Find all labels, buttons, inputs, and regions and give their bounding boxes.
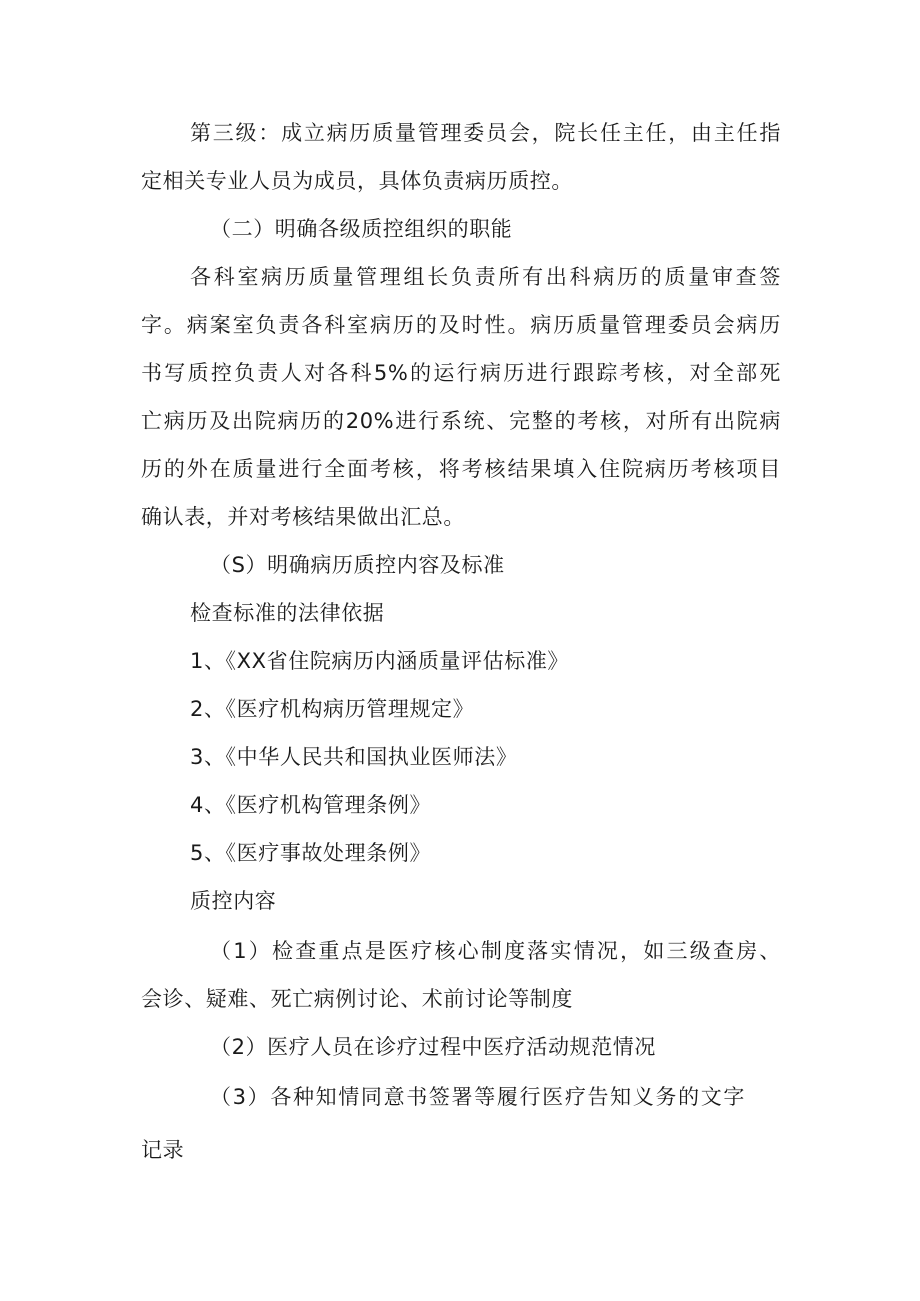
- subheading: 检查标准的法律依据: [190, 601, 385, 625]
- paragraph-line: 确认表，并对考核结果做出汇总。: [141, 505, 465, 529]
- paragraph-line: 字。病案室负责各科室病历的及时性。病历质量管理委员会病历: [141, 313, 781, 337]
- paragraph-line: 会诊、疑难、死亡病例讨论、术前讨论等制度: [141, 987, 573, 1011]
- subheading: 质控内容: [190, 889, 277, 913]
- paragraph-line: 记录: [141, 1138, 185, 1162]
- list-item: 5、《医疗事故处理条例》: [190, 841, 432, 865]
- paragraph-line: 各科室病历质量管理组长负责所有出科病历的质量审查签: [190, 265, 781, 289]
- paragraph-line: 定相关专业人员为成员，具体负责病历质控。: [141, 169, 573, 193]
- list-item: 1、《XX省住院病历内涵质量评估标准》: [190, 649, 570, 673]
- section-heading: （S）明确病历质控内容及标准: [210, 553, 505, 577]
- paragraph-line: （2）医疗人员在诊疗过程中医疗活动规范情况: [210, 1035, 656, 1059]
- section-heading: （二）明确各级质控组织的职能: [210, 217, 513, 241]
- paragraph-line: （1）检查重点是医疗核心制度落实情况，如三级查房、: [210, 939, 781, 963]
- list-item: 2、《医疗机构病历管理规定》: [190, 697, 475, 721]
- list-item: 3、《中华人民共和国执业医师法》: [190, 745, 518, 769]
- paragraph-line: 历的外在质量进行全面考核，将考核结果填入住院病历考核项目: [141, 457, 781, 481]
- paragraph-line: 亡病历及出院病历的20%进行系统、完整的考核，对所有出院病: [141, 409, 781, 433]
- paragraph-line: 第三级：成立病历质量管理委员会，院长任主任，由主任指: [190, 121, 781, 145]
- paragraph-line: 书写质控负责人对各科5%的运行病历进行跟踪考核，对全部死: [141, 361, 781, 385]
- paragraph-line: （3）各种知情同意书签署等履行医疗告知义务的文字: [210, 1085, 745, 1109]
- list-item: 4、《医疗机构管理条例》: [190, 793, 432, 817]
